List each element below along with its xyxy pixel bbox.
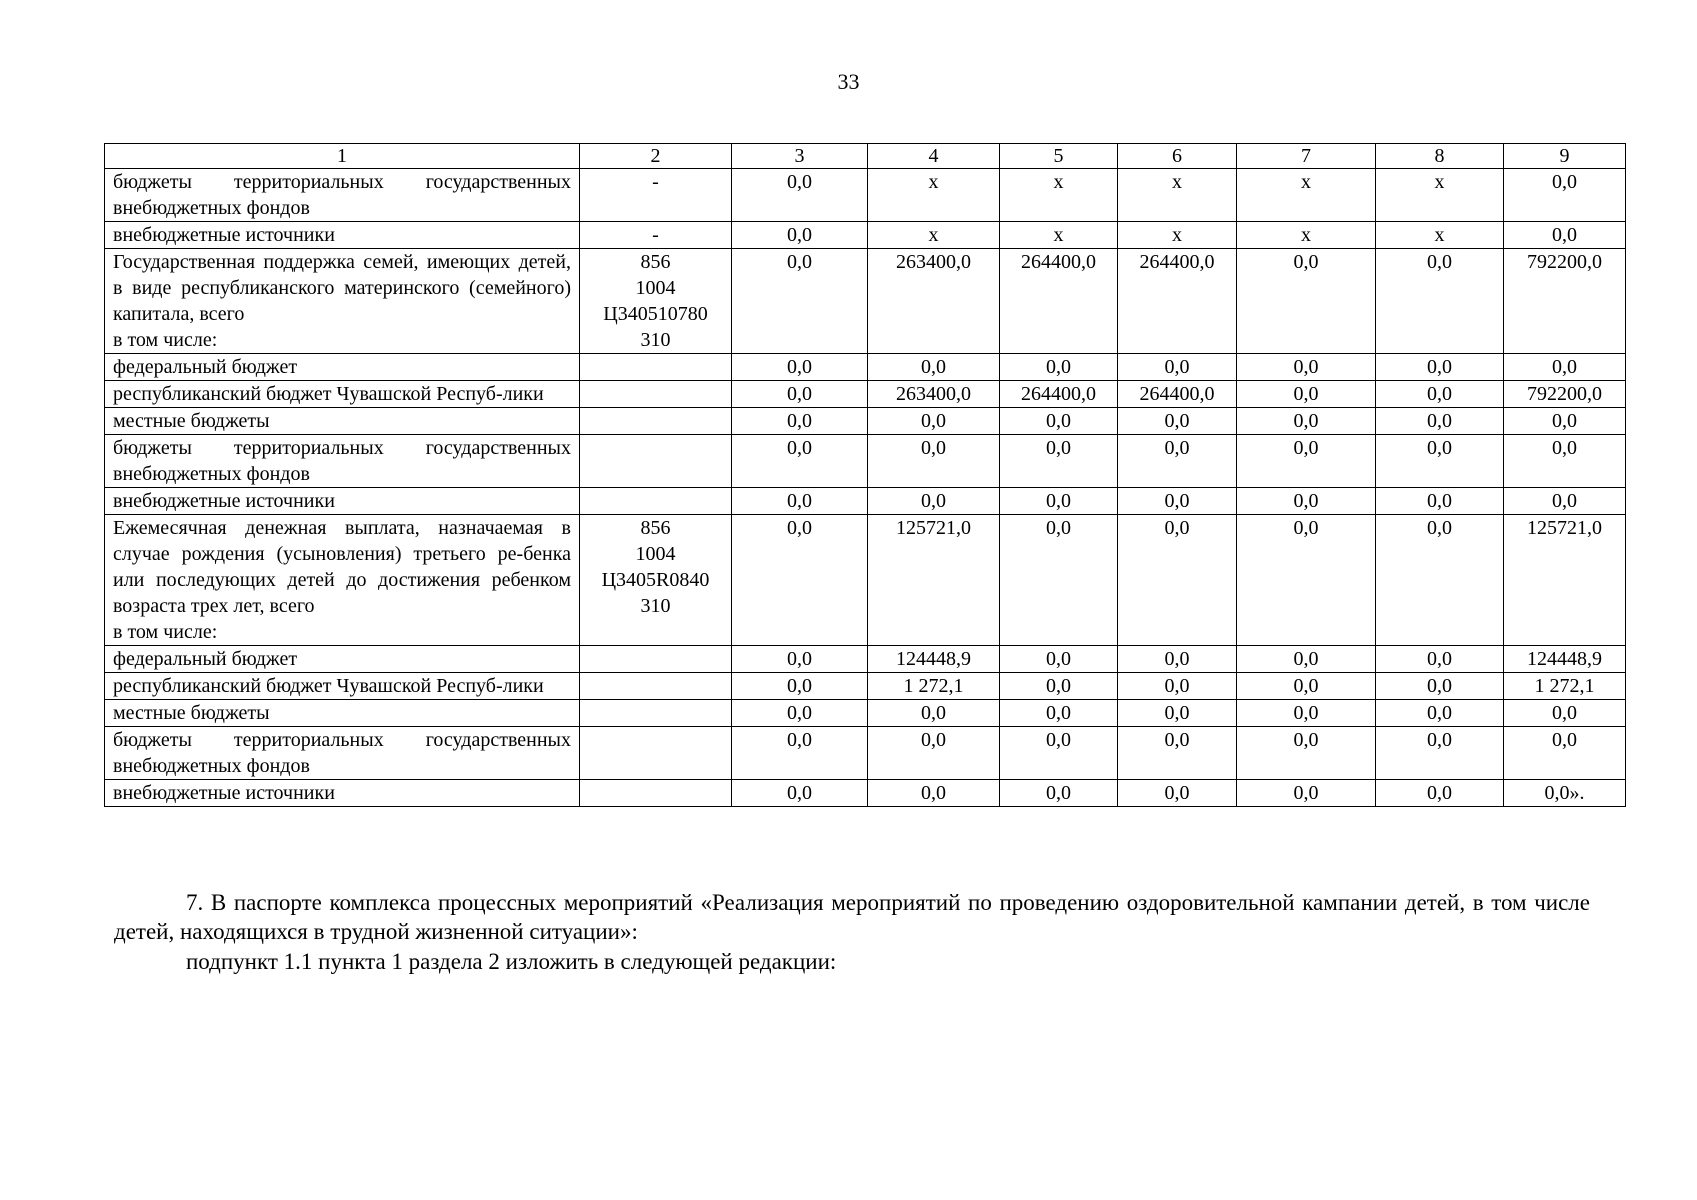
row-value-cell: x [1376, 169, 1504, 222]
row-value-cell: 0,0 [732, 381, 868, 408]
row-name: бюджеты территориальных государственных внебюджетных фондов [113, 729, 571, 777]
table-row [105, 249, 1626, 354]
row-value-cell: 264400,0 [1000, 381, 1118, 408]
row-value-cell: x [1000, 222, 1118, 249]
row-name: федеральный бюджет [113, 356, 298, 378]
row-value-cell: 0,0 [1118, 408, 1237, 435]
row-value-cell: 0,0 [1118, 488, 1237, 515]
row-name: внебюджетные источники [113, 782, 335, 804]
row-value-cell: 0,0 [868, 435, 1000, 488]
row-value-cell: 0,0 [1237, 381, 1376, 408]
row-code-cell [580, 780, 732, 807]
row-value-cell: 0,0 [868, 727, 1000, 780]
row-name: республиканский бюджет Чувашской Респуб-лики [113, 383, 544, 405]
row-value-cell: x [1376, 222, 1504, 249]
paragraph-subpoint: подпункт 1.1 пункта 1 раздела 2 изложить в следующей редакции: [186, 949, 837, 974]
row-name-cell [105, 381, 580, 408]
row-value-cell: 0,0 [732, 222, 868, 249]
row-name-cell [105, 435, 580, 488]
row-code-line: Ц3405R0840 [601, 569, 710, 591]
row-value-cell: 0,0 [1237, 727, 1376, 780]
row-name: Государственная поддержка семей, имеющих детей, в виде республиканского материнского (семейного) капитала, всего [113, 251, 571, 325]
table-row [105, 435, 1626, 488]
row-value-cell: 0,0 [1118, 727, 1237, 780]
row-code-cell [580, 700, 732, 727]
row-value-cell: 0,0 [1504, 354, 1626, 381]
header-cell: 7 [1237, 144, 1376, 169]
row-value-cell: 0,0 [1000, 488, 1118, 515]
page-number: 33 [837, 69, 860, 94]
row-code-cell [580, 408, 732, 435]
row-value-cell: 0,0 [732, 354, 868, 381]
row-name-cell [105, 646, 580, 673]
row-code-line: 1004 [635, 543, 676, 565]
row-value-cell: x [1000, 169, 1118, 222]
row-code-cell [580, 673, 732, 700]
row-value-cell: 0,0 [1376, 354, 1504, 381]
row-code-cell [580, 249, 732, 354]
row-value-cell: 0,0 [1118, 515, 1237, 646]
row-value-cell: 0,0 [1118, 780, 1237, 807]
row-value-cell: 124448,9 [1504, 646, 1626, 673]
row-value-cell: 0,0 [1504, 727, 1626, 780]
row-code-line: 856 [640, 517, 671, 539]
row-code-cell [580, 488, 732, 515]
row-value-cell: 125721,0 [1504, 515, 1626, 646]
row-value-cell: 0,0 [1000, 435, 1118, 488]
row-name-cell [105, 727, 580, 780]
row-value-cell: 0,0 [1237, 435, 1376, 488]
row-name: местные бюджеты [113, 702, 270, 724]
row-code-cell: - [580, 169, 732, 222]
row-value-cell: 0,0 [1000, 646, 1118, 673]
row-code-line: 310 [640, 329, 671, 351]
row-value-cell: 0,0 [1376, 780, 1504, 807]
row-value-cell: 0,0 [1000, 727, 1118, 780]
row-name-cell [105, 488, 580, 515]
header-cell: 2 [580, 144, 732, 169]
table-row [105, 700, 1626, 727]
row-value-cell: 0,0 [1000, 700, 1118, 727]
row-value-cell: 0,0 [1504, 169, 1626, 222]
row-name-cell [105, 673, 580, 700]
row-value-cell: 0,0 [1504, 435, 1626, 488]
row-name: внебюджетные источники [113, 490, 335, 512]
row-name-cell [105, 780, 580, 807]
header-cell: 1 [105, 144, 580, 169]
header-cell: 5 [1000, 144, 1118, 169]
row-value-cell: 0,0 [732, 435, 868, 488]
table-row [105, 673, 1626, 700]
row-value-cell: 0,0 [868, 488, 1000, 515]
row-name-sub: в том числе: [113, 329, 218, 351]
row-value-cell: 0,0». [1504, 780, 1626, 807]
budget-table [104, 143, 1626, 807]
row-value-cell: 0,0 [1376, 435, 1504, 488]
table-row [105, 515, 1626, 646]
row-code-line: 856 [640, 251, 671, 273]
row-code-line: Ц340510780 [603, 303, 708, 325]
row-name: местные бюджеты [113, 410, 270, 432]
header-cell: 9 [1504, 144, 1626, 169]
row-value-cell: 0,0 [1376, 249, 1504, 354]
table-row [105, 780, 1626, 807]
row-value-cell: 0,0 [1237, 700, 1376, 727]
table-row [105, 381, 1626, 408]
row-code-cell: - [580, 222, 732, 249]
row-value-cell: 0,0 [1504, 700, 1626, 727]
row-value-cell: 0,0 [868, 700, 1000, 727]
row-name: внебюджетные источники [113, 224, 335, 246]
row-value-cell: 0,0 [1376, 488, 1504, 515]
table-row [105, 488, 1626, 515]
row-value-cell: 0,0 [732, 780, 868, 807]
row-name: бюджеты территориальных государственных внебюджетных фондов [113, 171, 571, 219]
row-name: республиканский бюджет Чувашской Респуб-лики [113, 675, 544, 697]
row-value-cell: 0,0 [1237, 354, 1376, 381]
row-value-cell: x [1237, 222, 1376, 249]
row-value-cell: 0,0 [732, 408, 868, 435]
table-header-row [105, 144, 1626, 169]
row-value-cell: 264400,0 [1000, 249, 1118, 354]
row-value-cell: 0,0 [1237, 646, 1376, 673]
row-value-cell: 263400,0 [868, 381, 1000, 408]
row-value-cell: 0,0 [1118, 700, 1237, 727]
table-row [105, 408, 1626, 435]
table-body [105, 169, 1626, 807]
row-name: федеральный бюджет [113, 648, 298, 670]
row-value-cell: 0,0 [1237, 673, 1376, 700]
row-value-cell: 0,0 [1237, 408, 1376, 435]
row-name-cell [105, 515, 580, 646]
row-value-cell: 0,0 [732, 488, 868, 515]
table-row [105, 727, 1626, 780]
row-value-cell: x [1118, 169, 1237, 222]
row-value-cell: 0,0 [1376, 727, 1504, 780]
table-row [105, 169, 1626, 222]
row-value-cell: 0,0 [732, 727, 868, 780]
row-value-cell: 0,0 [1000, 515, 1118, 646]
row-value-cell: 1 272,1 [868, 673, 1000, 700]
row-value-cell: 0,0 [1000, 354, 1118, 381]
row-value-cell: 0,0 [1000, 780, 1118, 807]
row-value-cell: 0,0 [868, 408, 1000, 435]
row-value-cell: x [868, 169, 1000, 222]
row-value-cell: 0,0 [732, 169, 868, 222]
row-value-cell: 0,0 [1376, 381, 1504, 408]
row-name-cell [105, 354, 580, 381]
row-value-cell: 0,0 [1237, 488, 1376, 515]
row-code-line: 310 [640, 595, 671, 617]
row-name-cell [105, 249, 580, 354]
row-value-cell: 0,0 [732, 646, 868, 673]
row-name: Ежемесячная денежная выплата, назначаемая в случае рождения (усыновления) третьего ре-бенка или последующих детей до достижения ребенком возраста трех лет, всего [113, 517, 571, 617]
row-value-cell: 125721,0 [868, 515, 1000, 646]
row-value-cell: 0,0 [1000, 408, 1118, 435]
row-value-cell: 0,0 [1000, 673, 1118, 700]
row-code-cell [580, 381, 732, 408]
row-value-cell: 0,0 [1504, 222, 1626, 249]
row-value-cell: 792200,0 [1504, 381, 1626, 408]
row-value-cell: 0,0 [1504, 488, 1626, 515]
row-value-cell: 1 272,1 [1504, 673, 1626, 700]
header-cell: 3 [732, 144, 868, 169]
row-value-cell: 792200,0 [1504, 249, 1626, 354]
row-value-cell: 0,0 [1376, 646, 1504, 673]
row-code-cell [580, 354, 732, 381]
row-value-cell: 0,0 [1237, 249, 1376, 354]
table-header [105, 144, 1626, 169]
table-row [105, 222, 1626, 249]
row-value-cell: 0,0 [732, 249, 868, 354]
row-value-cell: 0,0 [1376, 515, 1504, 646]
row-code-cell [580, 646, 732, 673]
row-value-cell: 0,0 [868, 354, 1000, 381]
row-value-cell: 0,0 [1237, 780, 1376, 807]
row-code-line: 1004 [635, 277, 676, 299]
row-value-cell: x [1118, 222, 1237, 249]
row-name-sub: в том числе: [113, 621, 218, 643]
row-value-cell: x [868, 222, 1000, 249]
row-value-cell: 0,0 [868, 780, 1000, 807]
row-code-cell [580, 727, 732, 780]
row-value-cell: 0,0 [1376, 673, 1504, 700]
row-value-cell: 264400,0 [1118, 381, 1237, 408]
row-value-cell: 0,0 [1376, 700, 1504, 727]
row-code-cell [580, 435, 732, 488]
table-row [105, 646, 1626, 673]
row-value-cell: 0,0 [1237, 515, 1376, 646]
row-value-cell: 0,0 [1118, 646, 1237, 673]
row-value-cell: x [1237, 169, 1376, 222]
row-name: бюджеты территориальных государственных внебюджетных фондов [113, 437, 571, 485]
row-value-cell: 0,0 [732, 700, 868, 727]
row-value-cell: 0,0 [732, 673, 868, 700]
row-code-cell [580, 515, 732, 646]
row-value-cell: 264400,0 [1118, 249, 1237, 354]
row-value-cell: 0,0 [732, 515, 868, 646]
row-value-cell: 0,0 [1118, 673, 1237, 700]
row-value-cell: 0,0 [1504, 408, 1626, 435]
row-name-cell [105, 222, 580, 249]
header-cell: 4 [868, 144, 1000, 169]
header-cell: 6 [1118, 144, 1237, 169]
row-value-cell: 0,0 [1118, 354, 1237, 381]
header-cell: 8 [1376, 144, 1504, 169]
table-row [105, 354, 1626, 381]
paragraph-item-7: 7. В паспорте комплекса процессных мероприятий «Реализация мероприятий по проведению оздоровительной кампании детей, в том числе детей, находящихся в трудной жизненной ситуации»: [114, 890, 1590, 944]
row-value-cell: 0,0 [1376, 408, 1504, 435]
row-name-cell [105, 408, 580, 435]
row-name-cell [105, 169, 580, 222]
row-value-cell: 263400,0 [868, 249, 1000, 354]
row-name-cell [105, 700, 580, 727]
row-value-cell: 124448,9 [868, 646, 1000, 673]
row-value-cell: 0,0 [1118, 435, 1237, 488]
